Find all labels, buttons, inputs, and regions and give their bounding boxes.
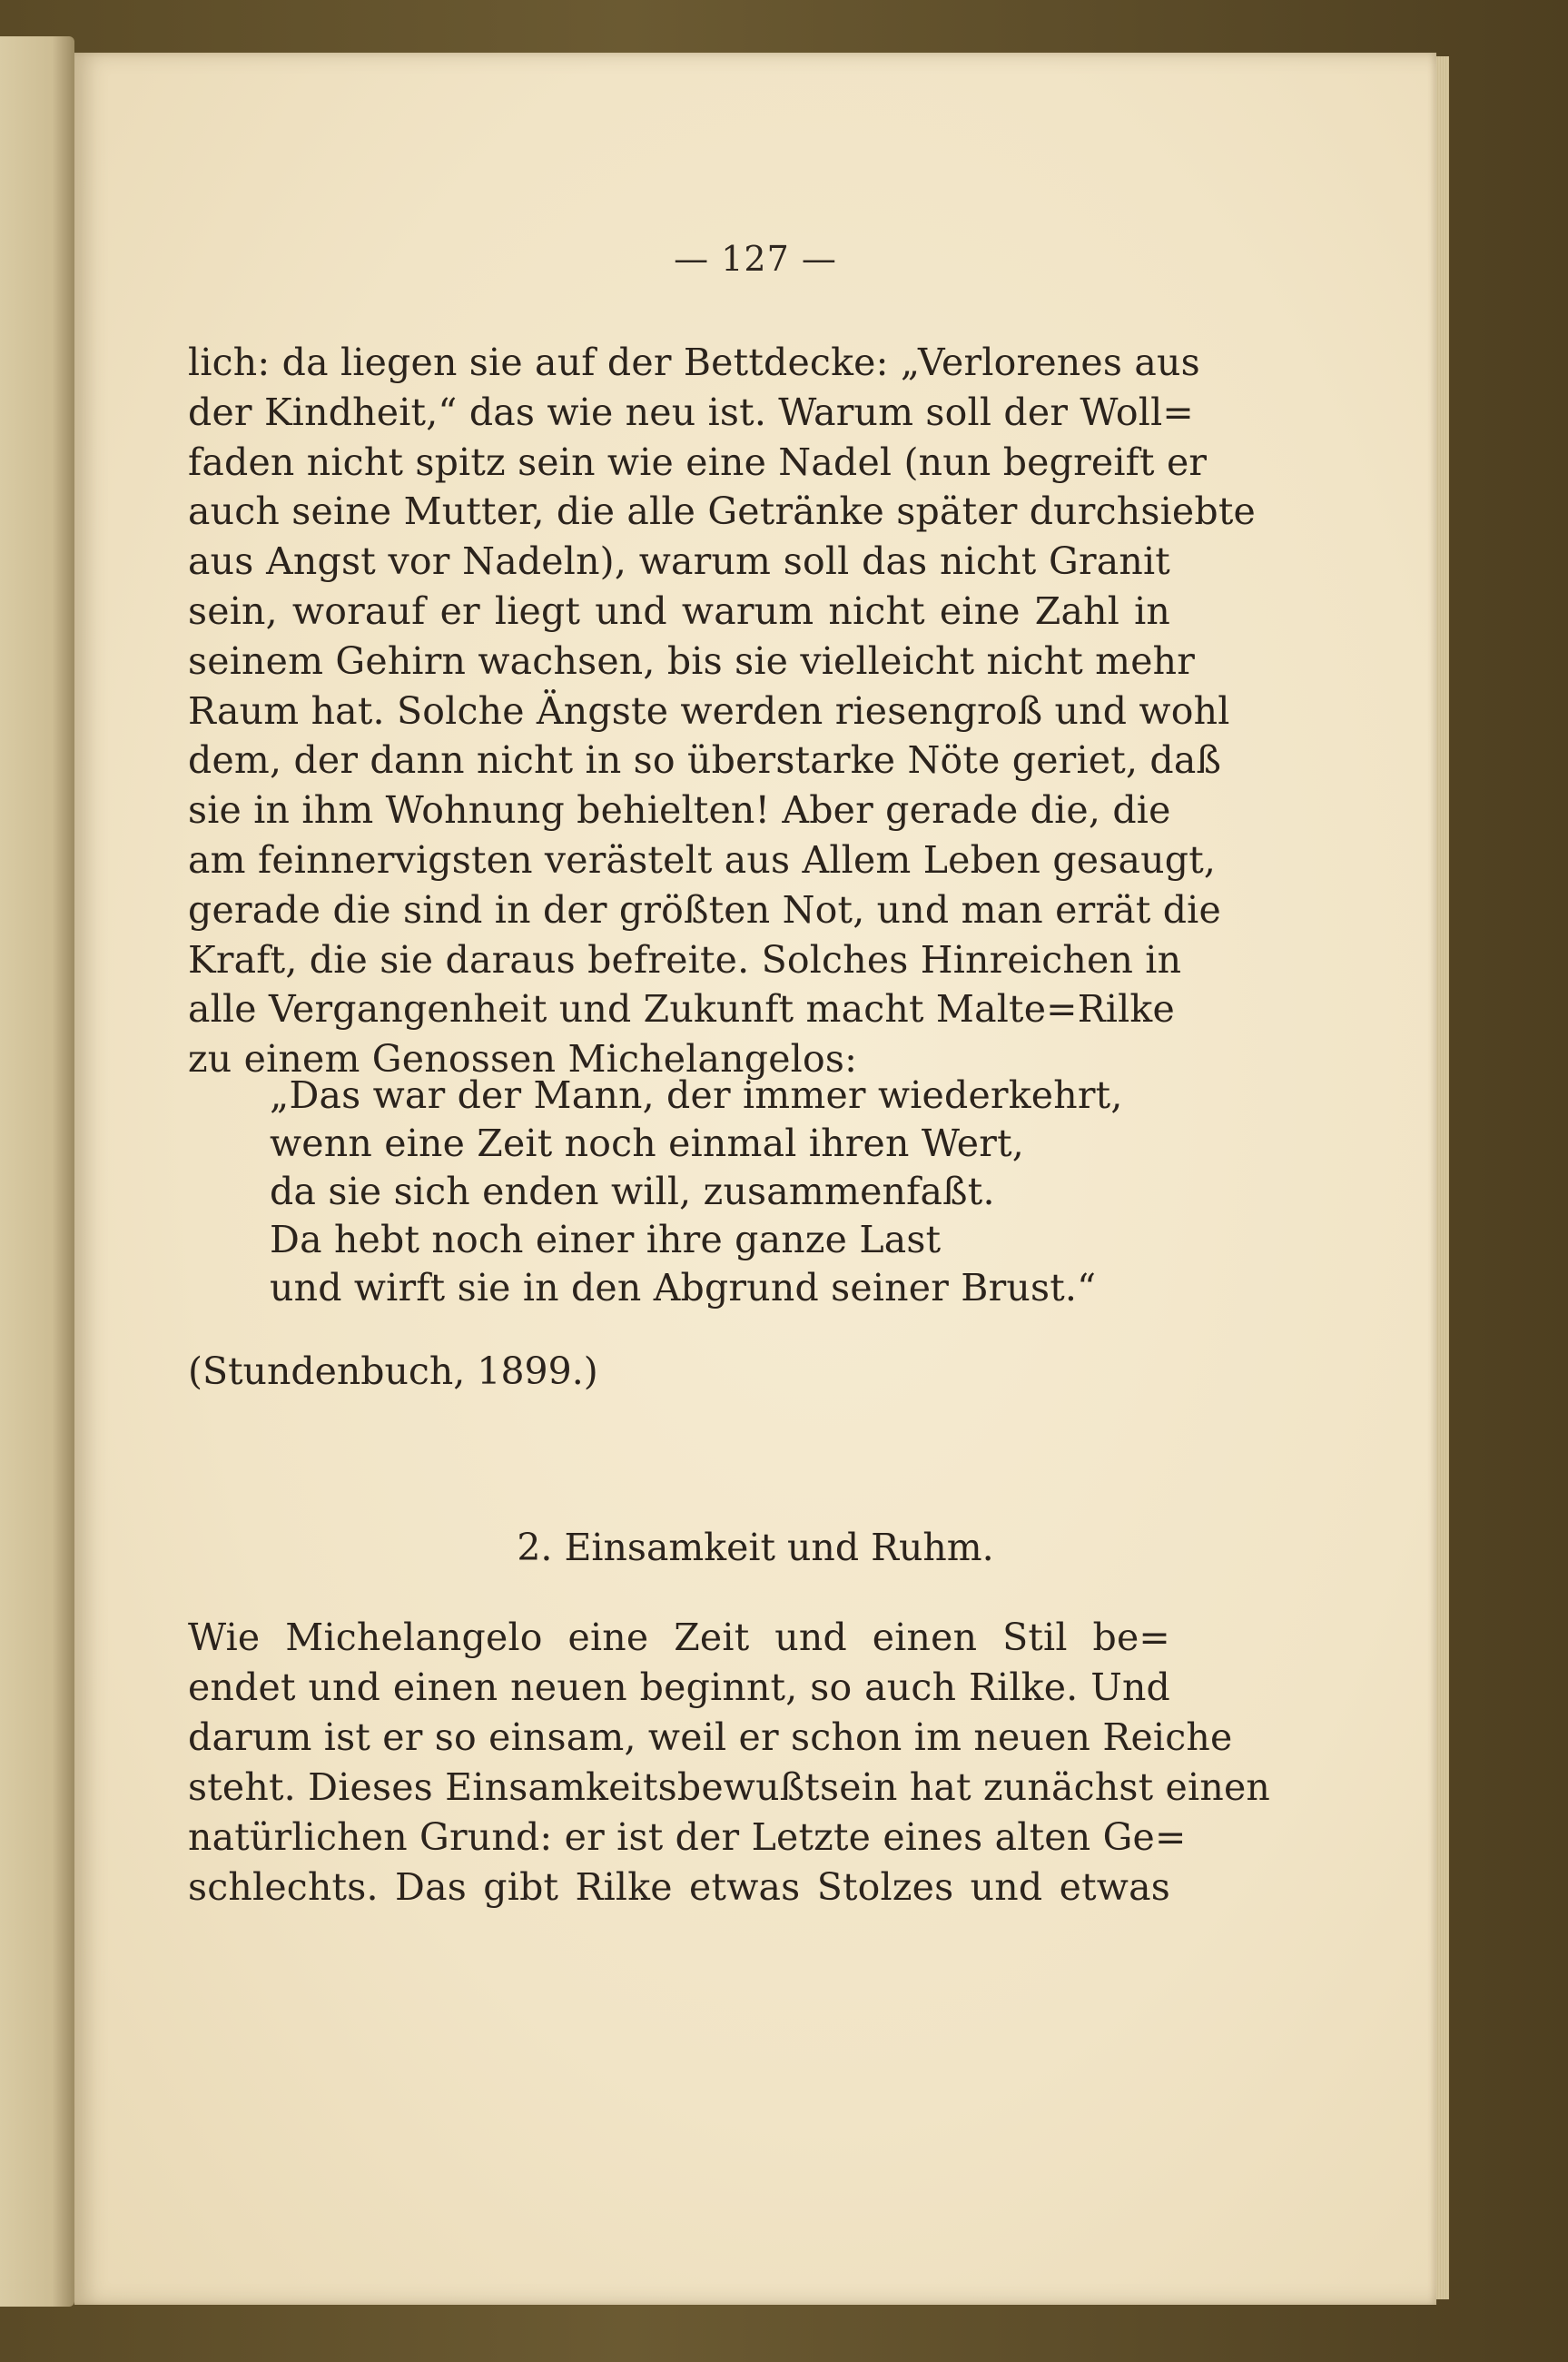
text-line: faden nicht spitz sein wie eine Nadel (nun begreift er	[188, 440, 1208, 484]
text-line: seinem Gehirn wachsen, bis sie vielleicht nicht mehr	[188, 638, 1196, 683]
text-line: steht. Dieses Einsamkeitsbewußtsein hat zunächst einen	[188, 1765, 1271, 1809]
text-line: lich: da liegen sie auf der Bettdecke: „Verlorenes aus	[188, 341, 1200, 384]
text-line: sie in ihm Wohnung behielten! Aber gerade die, die	[188, 788, 1171, 833]
text-line: am feinnervigsten verästelt aus Allem Leben gesaugt,	[188, 837, 1217, 882]
section-heading: 2. Einsamkeit und Ruhm.	[517, 1526, 994, 1569]
source-citation: (Stundenbuch, 1899.)	[188, 1349, 598, 1393]
text-line: natürlichen Grund: er ist der Letzte eines alten Ge=	[188, 1815, 1187, 1859]
text-line: schlechts. Das gibt Rilke etwas Stolzes und etwas	[188, 1865, 1170, 1909]
text-line: Wie Michelangelo eine Zeit und einen Stil be=	[188, 1616, 1170, 1659]
paragraph-1	[188, 338, 1256, 1084]
left-page-edge	[0, 36, 74, 2307]
verse-line: da sie sich enden will, zusammenfaßt.	[270, 1170, 995, 1213]
verse-quote	[270, 1072, 1123, 1312]
text-line: sein, worauf er liegt und warum nicht eine Zahl in	[188, 588, 1170, 633]
text-line: aus Angst vor Nadeln), warum soll das nicht Granit	[188, 539, 1170, 584]
verse-line: und wirft sie in den Abgrund seiner Brust.“	[270, 1266, 1097, 1309]
verse-line: wenn eine Zeit noch einmal ihren Wert,	[270, 1122, 1024, 1165]
text-line: der Kindheit,“ das wie neu ist. Warum soll der Woll=	[188, 390, 1194, 434]
text-line: Raum hat. Solche Ängste werden riesengroß und wohl	[188, 688, 1230, 733]
text-line: zu einem Genossen Michelangelos:	[188, 1037, 858, 1082]
verse-line: Da hebt noch einer ihre ganze Last	[270, 1218, 942, 1261]
text-line: auch seine Mutter, die alle Getränke später durchsiebte	[188, 489, 1256, 534]
text-line: alle Vergangenheit und Zukunft macht Malte=Rilke	[188, 987, 1175, 1032]
text-line: dem, der dann nicht in so überstarke Nöte geriet, daß	[188, 738, 1222, 783]
book-page	[74, 53, 1436, 2305]
page-number: — 127 —	[674, 239, 837, 279]
text-line: Kraft, die sie daraus befreite. Solches Hinreichen in	[188, 937, 1182, 982]
verse-line: „Das war der Mann, der immer wiederkehrt,	[270, 1073, 1123, 1117]
paragraph-2	[188, 1613, 1271, 1912]
text-line: gerade die sind in der größten Not, und man errät die	[188, 887, 1221, 932]
text-line: darum ist er so einsam, weil er schon im neuen Reiche	[188, 1715, 1233, 1759]
page-stack-edge	[1436, 56, 1449, 2299]
text-line: endet und einen neuen beginnt, so auch Rilke. Und	[188, 1665, 1170, 1709]
